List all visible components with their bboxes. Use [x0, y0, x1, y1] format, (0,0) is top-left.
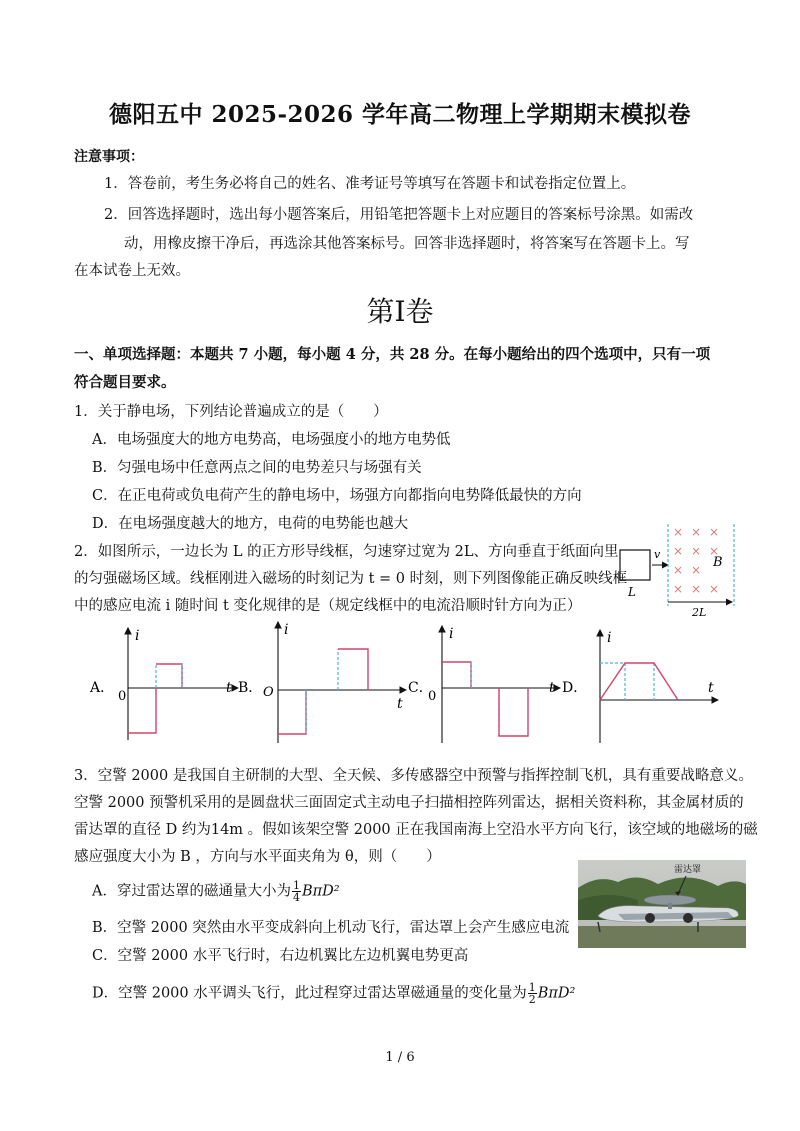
aircraft-photo-drawing [578, 860, 746, 948]
fraction-numerator: 1 [528, 981, 536, 994]
square-loop [620, 550, 650, 580]
notice-item-2-line-1: 2．回答选择题时，选出每小题答案后，用铅笔把答题卡上对应题目的答案标号涂黑。如需改 [104, 207, 694, 223]
q3-option-d-text: D．空警 2000 水平调头飞行，此过程穿过雷达罩磁通量的变化量为 [92, 985, 527, 1002]
notice-item-2-line-3: 在本试卷上无效。 [74, 263, 190, 279]
q3-option-a [92, 880, 340, 903]
exam-title: 德阳五中 2025-2026 学年高二物理上学期期末模拟卷 [108, 101, 692, 128]
graph-d [562, 630, 718, 743]
q1-option-c: C．在正电荷或负电荷产生的静电场中，场强方向都指向电势降低最快的方向 [92, 488, 582, 504]
graph-d-i-label: i [607, 630, 612, 646]
graph-a-i-label: i [135, 628, 140, 644]
field-cross: × [673, 582, 684, 596]
q1-stem: 1．关于静电场，下列结论普遍成立的是（ ） [74, 404, 388, 420]
graph-b-label: B． [238, 680, 263, 696]
notice-item-2-line-2: 动，用橡皮擦干净后，再选涂其他答案标号。回答非选择题时，将答案写在答题卡上。写 [124, 236, 690, 252]
q3-option-d [92, 982, 575, 1005]
graph-c-i-label: i [449, 626, 454, 642]
q2-stem-line-1: 2．如图所示，一边长为 L 的正方形导线框，匀速穿过宽为 2L、方向垂直于纸面向里 [74, 544, 619, 560]
fraction-denominator: 2 [528, 993, 536, 1006]
q2-field-diagram [610, 520, 750, 616]
q3-option-d-formula: BπD² [537, 985, 576, 1002]
q3-stem-line-4: 感应强度大小为 B ，方向与水平面夹角为 θ，则（ ） [74, 849, 441, 865]
q3-option-c: C．空警 2000 水平飞行时，右边机翼比左边机翼电势更高 [92, 948, 469, 964]
q3-option-a-text: A．穿过雷达罩的磁通量大小为 [92, 883, 291, 900]
graph-c [408, 626, 560, 743]
field-cross: × [691, 563, 702, 577]
radome-label: 雷达罩 [674, 865, 702, 875]
q3-stem-line-1: 3．空警 2000 是我国自主研制的大型、全天候、多传感器空中预警与指挥控制飞机，具有重要战略意义。 [74, 768, 753, 784]
graph-c-label: C． [408, 680, 433, 696]
q3-stem-line-3: 雷达罩的直径 D 约为14m 。假如该架空警 2000 正在我国南海上空沿水平方向飞行，该空域的地磁场的磁 [74, 822, 758, 838]
graph-d-t-label: t [708, 680, 714, 696]
field-cross: × [691, 582, 702, 596]
q2-answer-graphs [88, 618, 728, 748]
q3-option-b: B．空警 2000 突然由水平变成斜向上机动飞行，雷达罩上会产生感应电流 [92, 920, 570, 936]
field-cross: × [709, 582, 720, 596]
q1-option-b: B．匀强电场中任意两点之间的电势差只与场强有关 [92, 460, 422, 476]
page-number: 1 / 6 [385, 1050, 415, 1065]
q2-stem-line-2: 的匀强磁场区域。线框刚进入磁场的时刻记为 t = 0 时刻，则下列图像能正确反映线框 [74, 571, 628, 587]
volume-heading: 第I卷 [366, 295, 434, 328]
fraction-one-half [528, 982, 537, 1005]
velocity-label: v [654, 548, 661, 561]
graph-c-t-label: t [549, 680, 555, 696]
field-cross: × [709, 525, 720, 539]
side-length-label: L [628, 585, 636, 599]
field-cross: × [673, 544, 684, 558]
q3-option-a-formula: BπD² [301, 883, 340, 900]
q2-stem-line-3: 中的感应电流 i 随时间 t 变化规律的是（规定线框中的电流沿顺时针方向为正） [74, 598, 582, 614]
graph-a-t-label: t [226, 680, 232, 696]
section-heading-line-2: 符合题目要求。 [74, 374, 176, 391]
fraction-denominator: 4 [292, 891, 300, 904]
width-label: 2L [692, 606, 707, 616]
graph-a-label: A． [90, 680, 115, 696]
graph-b-origin: O [263, 685, 274, 700]
fraction-one-quarter [292, 880, 301, 903]
graph-c-origin: 0 [428, 689, 437, 704]
fraction-numerator: 1 [292, 879, 300, 892]
section-heading-line-1: 一、单项选择题：本题共 7 小题，每小题 4 分，共 28 分。在每小题给出的四个选项中，只有一项 [74, 346, 711, 363]
graph-b-i-label: i [284, 622, 289, 638]
graph-b [238, 622, 406, 743]
graph-a-origin: 0 [118, 689, 127, 704]
field-cross: × [673, 563, 684, 577]
field-cross: × [673, 525, 684, 539]
aircraft-photo [578, 860, 746, 948]
q1-option-d: D．在电场强度越大的地方，电荷的电势能也越大 [92, 516, 409, 532]
graph-a [89, 628, 238, 740]
q1-option-a: A．电场强度大的地方电势高，电场强度小的地方电势低 [92, 432, 451, 448]
notice-heading: 注意事项： [74, 149, 144, 165]
notice-item-1: 1．答卷前，考生务必将自己的姓名、准考证号等填写在答题卡和试卷指定位置上。 [104, 176, 636, 192]
graph-b-t-label: t [397, 696, 403, 712]
graph-d-label: D． [562, 680, 588, 696]
field-cross: × [691, 544, 702, 558]
field-cross: × [709, 544, 720, 558]
field-cross: × [691, 525, 702, 539]
field-b-label: B [713, 555, 723, 570]
q3-stem-line-2: 空警 2000 预警机采用的是圆盘状三面固定式主动电子扫描相控阵列雷达，据相关资料称，其金属材质的 [74, 795, 744, 811]
